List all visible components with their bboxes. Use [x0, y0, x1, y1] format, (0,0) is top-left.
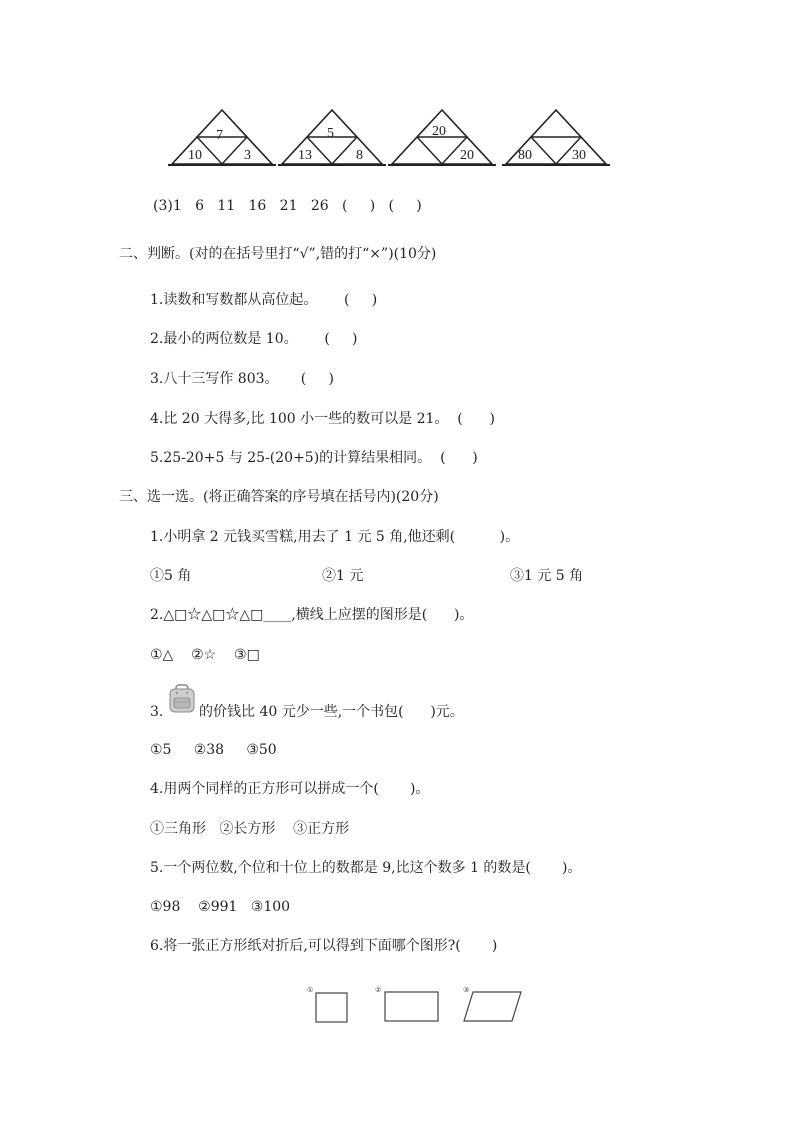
triangle-top-number: 5: [327, 126, 334, 141]
choice-question: 2.△□☆△□☆△□____,横线上应摆的图形是( )。: [150, 607, 474, 623]
triangle-top-number: 20: [432, 124, 446, 139]
shape-label: ①: [307, 986, 314, 994]
square-shape: [315, 992, 349, 1028]
judge-item: 1.读数和写数都从高位起。 ( ): [150, 292, 378, 308]
triangle-right-number: 20: [460, 148, 474, 163]
parallelogram-shape: [463, 991, 523, 1027]
choice-options: ①三角形 ②长方形 ③正方形: [150, 821, 350, 837]
choice-options: ①5 ②38 ③50: [150, 742, 277, 758]
rectangle-shape: [384, 991, 440, 1027]
choice-question: 的价钱比 40 元少一些,一个书包( )元。: [199, 704, 464, 720]
shape-label: ②: [375, 986, 382, 994]
section-heading: 三、选一选。(将正确答案的序号填在括号内)(20分): [119, 489, 439, 505]
number-triangle-3: [388, 104, 496, 168]
triangle-right-number: 8: [356, 148, 363, 163]
triangle-top-number: 7: [216, 128, 223, 143]
sequence-question: (3)1 6 11 16 21 26 ( ) ( ): [153, 198, 422, 214]
triangle-left-number: 10: [188, 148, 202, 163]
triangle-right-number: 30: [572, 148, 586, 163]
choice-question: 1.小明拿 2 元钱买雪糕,用去了 1 元 5 角,他还剩( )。: [150, 529, 520, 545]
shape-label: ③: [463, 986, 470, 994]
choice-option: ③1 元 5 角: [510, 568, 584, 584]
judge-item: 5.25-20+5 与 25-(20+5)的计算结果相同。 ( ): [150, 450, 478, 466]
judge-item: 2.最小的两位数是 10。 ( ): [150, 331, 358, 347]
choice-question-number: 3.: [150, 704, 164, 720]
choice-question: 5.一个两位数,个位和十位上的数都是 9,比这个数多 1 的数是( )。: [150, 860, 582, 876]
choice-options: ①△ ②☆ ③□: [150, 647, 260, 663]
schoolbag-icon: [167, 684, 197, 714]
number-triangle-4: [502, 104, 610, 168]
choice-option: ②1 元: [322, 568, 364, 584]
judge-item: 4.比 20 大得多,比 100 小一些的数可以是 21。 ( ): [150, 411, 495, 427]
triangle-right-number: 3: [244, 148, 251, 163]
triangle-left-number: 80: [518, 148, 532, 163]
number-triangle-1: [168, 104, 276, 168]
triangle-left-number: 13: [298, 148, 312, 163]
section-heading: 二、判断。(对的在括号里打“√”,错的打“×”)(10分): [119, 246, 437, 262]
choice-option: ①5 角: [150, 568, 192, 584]
choice-question: 4.用两个同样的正方形可以拼成一个( )。: [150, 781, 430, 797]
number-triangle-2: [278, 104, 386, 168]
judge-item: 3.八十三写作 803。 ( ): [150, 371, 334, 387]
choice-options: ①98 ②991 ③100: [150, 899, 291, 915]
choice-question: 6.将一张正方形纸对折后,可以得到下面哪个图形?( ): [150, 938, 498, 954]
